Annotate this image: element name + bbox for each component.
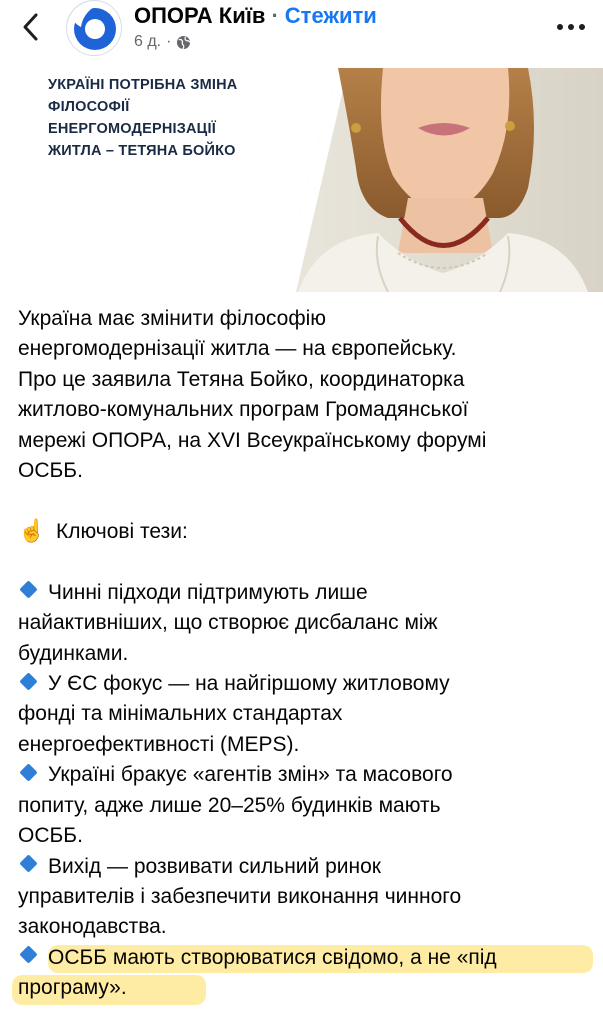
meta-separator: ·: [166, 33, 172, 50]
opora-logo-icon: [67, 1, 122, 56]
post-time[interactable]: 6 д.: [134, 33, 162, 50]
post-image[interactable]: [0, 68, 603, 292]
post-header: [0, 0, 603, 66]
theses-heading: Ключові тези:: [56, 520, 188, 544]
thesis-4-cont: управителів і забезпечити виконання чинного: [18, 884, 462, 908]
page-name[interactable]: ОПОРА Київ: [134, 3, 266, 28]
highlighted-thesis: [18, 943, 593, 1004]
speaker-portrait-image: [278, 68, 603, 292]
intro-line: енергомодернізації житла — на європейську.: [18, 337, 457, 361]
thesis-5: ОСББ мають створюватися свідомо, а не «під: [18, 943, 593, 973]
chevron-left-icon: [21, 12, 41, 42]
globe-icon: [176, 35, 191, 50]
page-avatar[interactable]: [66, 0, 122, 56]
intro-line: Україна має змінити філософію: [18, 307, 327, 330]
banner-title-line: ЖИТЛА – ТЕТЯНА БОЙКО: [48, 143, 236, 159]
follow-button[interactable]: Стежити: [284, 3, 377, 28]
thesis-5-cont: програму».: [18, 976, 127, 1000]
thesis-1-cont: будинками.: [18, 641, 129, 665]
thesis-3: Україні бракує «агентів змін» та масового: [18, 760, 593, 790]
thesis-4-cont: законодавства.: [18, 915, 167, 939]
thesis-2: У ЄС фокус — на найгіршому житловому: [18, 669, 593, 699]
thesis-1-cont: найактивніших, що створює дисбаланс між: [18, 611, 438, 635]
theses-heading-row: [18, 516, 593, 547]
page-name-row: [134, 2, 377, 30]
name-separator: ·: [271, 3, 279, 28]
post-body: [18, 304, 593, 1004]
more-dots-icon: [556, 23, 586, 31]
speaker-photo: [278, 68, 603, 292]
thesis-1: Чинні підходи підтримують лише: [18, 578, 593, 608]
thesis-4: Вихід — розвивати сильний ринок: [18, 852, 593, 882]
banner-title-line: ЕНЕРГОМОДЕРНІЗАЦІЇ: [48, 121, 216, 137]
intro-line: ОСББ.: [18, 459, 83, 483]
back-button[interactable]: [14, 10, 48, 44]
intro-line: житлово-комунальних програм Громадянської: [18, 398, 469, 422]
post-meta: [134, 32, 191, 52]
banner-title-line: ФІЛОСОФІЇ: [48, 99, 130, 115]
intro-line: мережі ОПОРА, на XVI Всеукраїнському форумі: [18, 428, 487, 452]
more-options-button[interactable]: [553, 12, 589, 42]
banner-title-line: УКРАЇНІ ПОТРІБНА ЗМІНА: [48, 77, 238, 93]
thesis-3-cont: попиту, адже лише 20–25% будинків мають: [18, 793, 441, 817]
thesis-2-cont: енергоефективності (MEPS).: [18, 732, 300, 756]
intro-line: Про це заявила Тетяна Бойко, координаторка: [18, 367, 465, 391]
banner-title: [48, 74, 288, 162]
pointing-up-icon: ☝️: [18, 518, 46, 544]
thesis-3-cont: ОСББ.: [18, 824, 83, 848]
thesis-2-cont: фонді та мінімальних стандартах: [18, 702, 343, 726]
